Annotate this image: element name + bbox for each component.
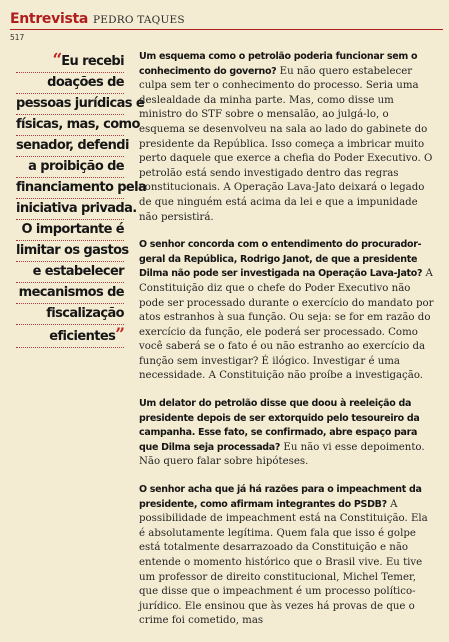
pull-quote-line: fiscalização [16, 304, 124, 325]
pull-quote-line: e estabelecer [16, 262, 124, 283]
answer: A Constituição diz que o chefe do Poder Executivo não pode ser processado durante o exercício do mandato por atos estranhos à sua função. Ou seja: se for em razão do exercício da função, ele poderá ser processado. Como você saberá se o fato é ou não estranho ao exercício da função sem investigar? É ilógico. Investigar é uma necessidade. A Constituição não proíbe a investigação. [139, 268, 434, 382]
close-quote-mark: ” [115, 325, 124, 345]
open-quote-mark: “ [52, 50, 62, 70]
pull-quote-line: iniciativa privada. [16, 199, 124, 220]
qa-paragraph [139, 483, 435, 629]
section-title: Entrevista [10, 11, 89, 27]
pull-quote-line: físicas, mas, como [16, 115, 124, 136]
pull-quote-line: pessoas jurídicas e [16, 94, 124, 115]
page-number: 517 [10, 33, 25, 42]
pull-quote-line: O importante é [16, 220, 124, 241]
pull-quote-line: limitar os gastos [16, 241, 124, 262]
qa-paragraph [139, 397, 435, 470]
pull-quote-line: financiamento pela [16, 178, 124, 199]
header-row [10, 11, 185, 27]
interviewee-name: PEDRO TAQUES [93, 14, 185, 26]
answer: A possibilidade de impeachment está na Constituição. Ela é absolutamente legítima. Quem fala que isso é golpe está totalmente desarrazoado da Constituição e não entende o momento histórico que o Brasil vive. Eu tive um professor de direito constitucional, Michel Temer, que disse que o impeachment é um processo político-jurídico. Ele ensinou que às vezes há provas de que o crime foi cometido, mas [139, 498, 428, 627]
pull-quote-text: eficientes [49, 329, 116, 344]
header-rule [10, 29, 443, 30]
answer: Eu não quero estabelecer culpa sem ter o conhecimento do processo. Seria uma deslealdade da minha parte. Mas, como disse um ministro do STF sobre o mensalão, ao julgá-lo, o esquema se desenvolveu na sala ao lado do gabinete do presidente da República. Isso começa a imbricar muito perto daquele que exerce a chefia do Poder Executivo. O petrolão está sendo investigado dentro das regras constitucionais. A Operação Lava-Jato deixará o legado de que ninguém está acima da lei e que a impunidade não persistirá. [139, 65, 433, 223]
interview-column [139, 50, 435, 642]
answer: Eu não vi esse depoimento. Não quero falar sobre hipóteses. [139, 441, 425, 468]
question: O senhor acha que já há razões para o impeachment da presidente, como afirmam integrantes do PSDB? [139, 484, 422, 510]
question: Um delator do petrolão disse que doou à reeleição da presidente depois de ser extorquido pelo tesoureiro da campanha. Esse fato, se confirmado, abre espaço para que Dilma seja processada? [139, 398, 420, 453]
pull-quote-line: senador, defendi [16, 136, 124, 157]
pull-quote-line [16, 50, 124, 73]
pull-quote-line: mecanismos de [16, 283, 124, 304]
page-header [0, 0, 449, 46]
question: O senhor concorda com o entendimento do procurador-geral da República, Rodrigo Janot, de que a presidente Dilma não pode ser investigada na Operação Lava-Jato? [139, 239, 423, 280]
qa-paragraph [139, 50, 435, 225]
qa-paragraph [139, 238, 435, 384]
pull-quote [16, 50, 147, 348]
pull-quote-line: a proibição de [16, 157, 124, 178]
pull-quote-text: Eu recebi [61, 54, 124, 69]
pull-quote-line [16, 325, 124, 348]
question: Um esquema como o petrolão poderia funcionar sem o conhecimento do governo? [139, 51, 418, 77]
pull-quote-line: doações de [16, 73, 124, 94]
